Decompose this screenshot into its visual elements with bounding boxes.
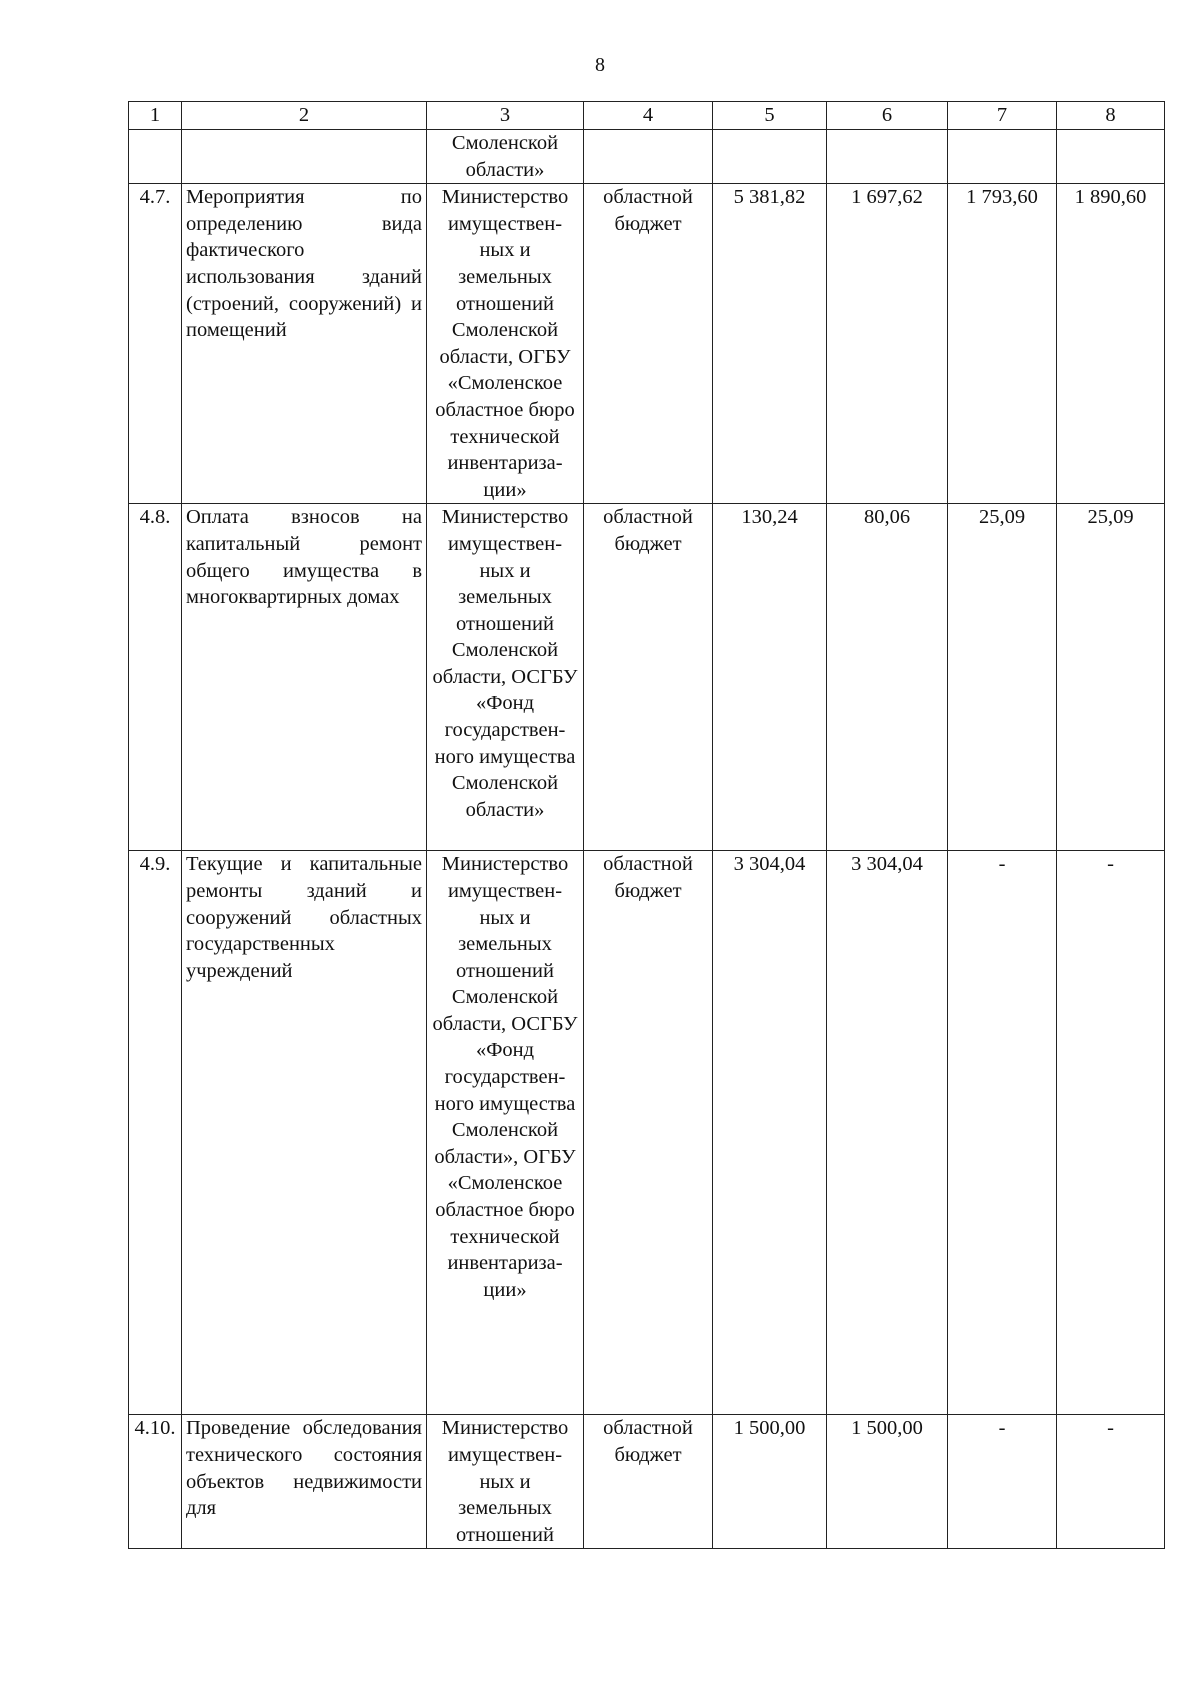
empty-cell	[129, 130, 182, 184]
executor-cell: Министерство имуществен-ных и земельных отношений	[427, 1415, 584, 1549]
funding-source: областной бюджет	[584, 1415, 713, 1549]
table-row	[129, 504, 1165, 851]
executor-cell: Смоленской области»	[427, 130, 584, 184]
empty-cell	[1057, 130, 1165, 184]
funding-source: областной бюджет	[584, 504, 713, 851]
table-row	[129, 1415, 1165, 1549]
row-number: 4.7.	[129, 184, 182, 504]
header-cell: 4	[584, 102, 713, 130]
empty-cell	[182, 130, 427, 184]
year-1-amount: 80,06	[827, 504, 948, 851]
executor-cell: Министерство имуществен-ных и земельных отношений Смоленской области, ОСГБУ «Фонд государствен-ного имущества Смоленской области»	[427, 504, 584, 851]
header-cell: 5	[713, 102, 827, 130]
header-cell: 3	[427, 102, 584, 130]
total-amount: 3 304,04	[713, 851, 827, 1415]
header-cell: 7	[948, 102, 1057, 130]
header-cell: 6	[827, 102, 948, 130]
empty-cell	[584, 130, 713, 184]
funding-source: областной бюджет	[584, 851, 713, 1415]
header-cell: 1	[129, 102, 182, 130]
empty-cell	[827, 130, 948, 184]
executor-cell: Министерство имуществен-ных и земельных отношений Смоленской области, ОГБУ «Смоленское областное бюро технической инвентариза-ции»	[427, 184, 584, 504]
empty-cell	[948, 130, 1057, 184]
continuation-row	[129, 130, 1165, 184]
total-amount: 130,24	[713, 504, 827, 851]
header-cell: 2	[182, 102, 427, 130]
year-3-amount: 1 890,60	[1057, 184, 1165, 504]
measure-name: Оплата взносов на капитальный ремонт общего имущества в многоквартирных домах	[182, 504, 427, 851]
table-row	[129, 851, 1165, 1415]
year-1-amount: 3 304,04	[827, 851, 948, 1415]
empty-cell	[713, 130, 827, 184]
page-number: 8	[595, 54, 605, 76]
year-2-amount: -	[948, 851, 1057, 1415]
measure-name: Текущие и капитальные ремонты зданий и сооружений областных государственных учреждений	[182, 851, 427, 1415]
year-2-amount: 25,09	[948, 504, 1057, 851]
total-amount: 5 381,82	[713, 184, 827, 504]
funding-source: областной бюджет	[584, 184, 713, 504]
measure-name: Проведение обследования технического состояния объектов недвижимости для	[182, 1415, 427, 1549]
year-3-amount: 25,09	[1057, 504, 1165, 851]
year-2-amount: -	[948, 1415, 1057, 1549]
table-row	[129, 184, 1165, 504]
year-2-amount: 1 793,60	[948, 184, 1057, 504]
budget-table	[128, 101, 1165, 1549]
header-cell: 8	[1057, 102, 1165, 130]
total-amount: 1 500,00	[713, 1415, 827, 1549]
row-number: 4.9.	[129, 851, 182, 1415]
executor-cell: Министерство имуществен-ных и земельных отношений Смоленской области, ОСГБУ «Фонд государствен-ного имущества Смоленской области», ОГБУ «Смоленское областное бюро технической инвентариза-ции»	[427, 851, 584, 1415]
year-3-amount: -	[1057, 851, 1165, 1415]
measure-name: Мероприятия по определению вида фактического использования зданий (строений, сооружений) и помещений	[182, 184, 427, 504]
row-number: 4.10.	[129, 1415, 182, 1549]
year-1-amount: 1 500,00	[827, 1415, 948, 1549]
year-1-amount: 1 697,62	[827, 184, 948, 504]
row-number: 4.8.	[129, 504, 182, 851]
header-row	[129, 102, 1165, 130]
year-3-amount: -	[1057, 1415, 1165, 1549]
